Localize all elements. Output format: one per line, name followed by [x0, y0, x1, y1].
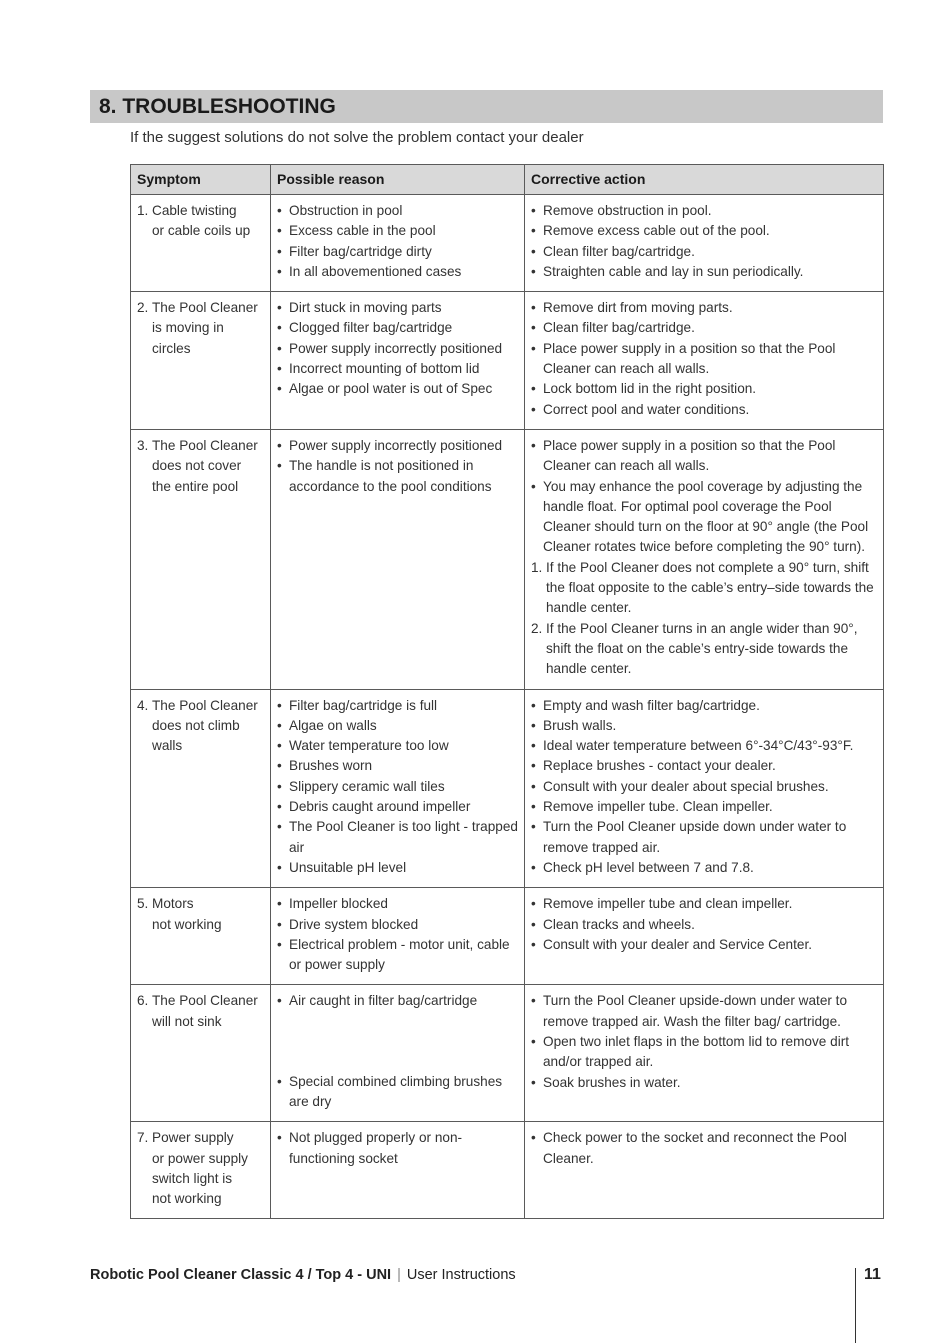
bullet-icon: • [277, 437, 282, 453]
reason-text: Filter bag/cartridge is full [289, 697, 438, 713]
bullet-icon: • [277, 758, 282, 774]
bullet-icon: • [531, 401, 536, 417]
action-text: Check pH level between 7 and 7.8. [543, 859, 754, 875]
bullet-icon: • [531, 758, 536, 774]
bullet-icon: • [277, 458, 282, 474]
reason-cell [271, 1122, 525, 1219]
bullet-icon: • [531, 300, 536, 316]
symptom [137, 894, 265, 935]
action-cell [525, 429, 884, 689]
action-item [531, 477, 878, 558]
symptom-cell [131, 195, 271, 292]
action-text: Lock bottom lid in the right position. [543, 381, 757, 397]
symptom-text: Cable twisting or cable coils up [152, 203, 251, 239]
action-item [531, 1073, 878, 1093]
bullet-icon: • [277, 738, 282, 754]
reason-text: Excess cable in the pool [289, 223, 436, 239]
reason-text: Algae on walls [289, 717, 377, 733]
reason-text: Water temperature too low [289, 738, 449, 754]
reason-cell [271, 689, 525, 888]
action-text: Clean filter bag/cartridge. [543, 243, 695, 259]
reason-text: In all abovementioned cases [289, 263, 462, 279]
bullet-icon: • [531, 263, 536, 279]
action-item [531, 400, 878, 420]
reason-item [277, 756, 519, 776]
action-text: Soak brushes in water. [543, 1074, 681, 1090]
footer-title [90, 1265, 516, 1285]
bullet-icon: • [531, 799, 536, 815]
symptom [137, 696, 265, 757]
table-row [131, 985, 884, 1122]
action-text: Replace brushes - contact your dealer. [543, 758, 776, 774]
action-cell [525, 1122, 884, 1219]
symptom-number: 5. [137, 896, 149, 912]
table-row [131, 292, 884, 430]
symptom-number: 7. [137, 1130, 149, 1146]
action-item [531, 619, 878, 680]
action-item [531, 991, 878, 1032]
symptom-text: The Pool Cleaner is moving in circles [152, 300, 258, 356]
bullet-icon: • [277, 203, 282, 218]
symptom-text: Motors not working [152, 896, 222, 932]
action-text: Open two inlet flaps in the bottom lid to remove dirt and/or trapped air. [543, 1033, 850, 1070]
bullet-icon: • [277, 896, 282, 912]
symptom-cell [131, 689, 271, 888]
action-text: Straighten cable and lay in sun periodically. [543, 263, 804, 279]
action-item [531, 817, 878, 858]
reason-item [277, 797, 519, 817]
action-item [531, 935, 878, 955]
symptom-text: Power supply or power supply switch light is not working [152, 1130, 248, 1207]
reason-item [277, 359, 519, 379]
bullet-icon: • [277, 243, 282, 259]
reason-cell [271, 292, 525, 430]
footer-divider [855, 1268, 856, 1343]
reason-item [277, 1072, 519, 1113]
bullet-icon: • [277, 1073, 282, 1089]
action-text: You may enhance the pool coverage by adjusting the handle float. For optimal pool coverage the Pool Cleaner should turn on the floor at 90° angle (the Pool Cleaner rotates twice before completing the 90° turn). [543, 478, 869, 555]
symptom [137, 298, 265, 359]
action-text: If the Pool Cleaner does not complete a 90° turn, shift the float opposite to the cable’s entry–side towards the handle center. [546, 559, 874, 616]
bullet-icon: • [277, 916, 282, 932]
bullet-icon: • [277, 263, 282, 279]
symptom-text: The Pool Cleaner does not cover the entire pool [152, 437, 258, 494]
action-item [531, 1128, 878, 1169]
action-text: Empty and wash filter bag/cartridge. [543, 697, 760, 713]
reason-item [277, 1128, 519, 1169]
header-possible-reason: Possible reason [271, 165, 525, 195]
table-row [131, 1122, 884, 1219]
action-text: Remove dirt from moving parts. [543, 300, 733, 316]
reason-text: Brushes worn [289, 758, 373, 774]
action-item [531, 736, 878, 756]
action-text: Turn the Pool Cleaner upside down under water to remove trapped air. [543, 819, 847, 855]
bullet-icon: • [531, 859, 536, 875]
reason-item [277, 858, 519, 878]
bullet-icon: • [277, 340, 282, 356]
action-cell [525, 888, 884, 985]
bullet-icon: • [277, 1130, 282, 1146]
table-row [131, 689, 884, 888]
action-item [531, 379, 878, 399]
bullet-icon: • [531, 778, 536, 794]
bullet-icon: • [531, 896, 536, 912]
step-number: 2. [531, 620, 543, 636]
action-item [531, 339, 878, 380]
bullet-icon: • [531, 320, 536, 336]
bullet-icon: • [531, 1033, 536, 1049]
action-cell [525, 689, 884, 888]
header-corrective-action: Corrective action [525, 165, 884, 195]
header-symptom: Symptom [131, 165, 271, 195]
bullet-icon: • [531, 916, 536, 932]
reason-item [277, 716, 519, 736]
action-text: Remove obstruction in pool. [543, 203, 712, 218]
bullet-icon: • [277, 361, 282, 377]
reason-item [277, 436, 519, 456]
reason-text: Impeller blocked [289, 896, 388, 912]
reason-text: Obstruction in pool [289, 203, 403, 218]
symptom-cell [131, 888, 271, 985]
reason-text: Electrical problem - motor unit, cable or power supply [289, 936, 510, 973]
reason-item [277, 777, 519, 797]
reason-item [277, 991, 519, 1011]
bullet-icon: • [531, 993, 536, 1009]
reason-text: Incorrect mounting of bottom lid [289, 361, 480, 377]
section-intro: If the suggest solutions do not solve the problem contact your dealer [130, 129, 584, 146]
reason-item [277, 298, 519, 318]
reason-item [277, 894, 519, 914]
reason-item [277, 696, 519, 716]
action-item [531, 436, 878, 477]
reason-item [277, 736, 519, 756]
symptom [137, 991, 265, 1032]
bullet-icon: • [531, 819, 536, 835]
action-item [531, 915, 878, 935]
action-cell [525, 195, 884, 292]
troubleshooting-table [130, 164, 884, 1219]
reason-item [277, 339, 519, 359]
symptom [137, 201, 265, 242]
symptom-number: 2. [137, 300, 149, 316]
bullet-icon: • [531, 717, 536, 733]
action-cell [525, 292, 884, 430]
action-text: Consult with your dealer and Service Center. [543, 936, 812, 952]
action-item [531, 558, 878, 619]
bullet-icon: • [531, 340, 536, 356]
bullet-icon: • [531, 478, 536, 494]
reason-cell [271, 195, 525, 292]
bullet-icon: • [531, 437, 536, 453]
action-item [531, 756, 878, 776]
page-number: 11 [864, 1266, 881, 1283]
reason-item [277, 318, 519, 338]
symptom-text: The Pool Cleaner will not sink [152, 993, 258, 1029]
reason-text: Unsuitable pH level [289, 859, 407, 875]
reason-item [277, 221, 519, 241]
bullet-icon: • [277, 778, 282, 794]
reason-text: Not plugged properly or non-functioning socket [289, 1130, 463, 1166]
section-title: 8. TROUBLESHOOTING [90, 90, 883, 123]
bullet-icon: • [277, 819, 282, 835]
action-item [531, 201, 878, 221]
action-text: If the Pool Cleaner turns in an angle wider than 90°, shift the float on the cable’s entry-side towards the handle center. [546, 620, 858, 677]
step-number: 1. [531, 559, 543, 575]
action-item [531, 696, 878, 716]
symptom [137, 1128, 265, 1209]
bullet-icon: • [277, 223, 282, 239]
reason-text: Power supply incorrectly positioned [289, 340, 503, 356]
reason-text: The Pool Cleaner is too light - trapped air [289, 819, 518, 855]
action-item [531, 777, 878, 797]
action-item [531, 797, 878, 817]
reason-cell [271, 888, 525, 985]
bullet-icon: • [531, 697, 536, 713]
table-row [131, 195, 884, 292]
symptom-number: 6. [137, 993, 149, 1009]
symptom [137, 436, 265, 497]
bullet-icon: • [531, 243, 536, 259]
action-text: Consult with your dealer about special brushes. [543, 778, 829, 794]
bullet-icon: • [277, 381, 282, 397]
action-text: Place power supply in a position so that the Pool Cleaner can reach all walls. [543, 437, 836, 474]
table-row [131, 888, 884, 985]
symptom-cell [131, 292, 271, 430]
bullet-icon: • [277, 300, 282, 316]
action-text: Ideal water temperature between 6°-34°C/43°-93°F. [543, 738, 854, 754]
bullet-icon: • [531, 203, 536, 218]
bullet-icon: • [277, 320, 282, 336]
symptom-number: 4. [137, 697, 149, 713]
reason-text: Algae or pool water is out of Spec [289, 381, 493, 397]
bullet-icon: • [531, 381, 536, 397]
action-text: Place power supply in a position so that the Pool Cleaner can reach all walls. [543, 340, 836, 377]
action-text: Turn the Pool Cleaner upside-down under water to remove trapped air. Wash the filter bag/ cartridge. [543, 993, 848, 1029]
action-text: Remove excess cable out of the pool. [543, 223, 770, 239]
reason-item [277, 915, 519, 935]
action-text: Brush walls. [543, 717, 617, 733]
action-text: Correct pool and water conditions. [543, 401, 750, 417]
bullet-icon: • [277, 993, 282, 1009]
action-item [531, 262, 878, 282]
symptom-cell [131, 429, 271, 689]
reason-item [277, 817, 519, 858]
reason-item [277, 201, 519, 221]
symptom-number: 1. [137, 203, 149, 218]
reason-text: Power supply incorrectly positioned [289, 437, 503, 453]
bullet-icon: • [277, 697, 282, 713]
reason-text: Slippery ceramic wall tiles [289, 778, 445, 794]
table-header-row [131, 165, 884, 195]
reason-cell [271, 985, 525, 1122]
reason-text: Filter bag/cartridge dirty [289, 243, 432, 259]
reason-text: Special combined climbing brushes are dry [289, 1073, 503, 1109]
action-item [531, 716, 878, 736]
symptom-text: The Pool Cleaner does not climb walls [152, 697, 258, 754]
reason-item [277, 242, 519, 262]
bullet-icon: • [277, 799, 282, 815]
reason-text: Debris caught around impeller [289, 799, 471, 815]
footer-product: Robotic Pool Cleaner Classic 4 / Top 4 - UNI [90, 1267, 392, 1283]
action-item [531, 894, 878, 914]
reason-item [277, 935, 519, 976]
action-item [531, 242, 878, 262]
symptom-cell [131, 1122, 271, 1219]
bullet-icon: • [531, 1130, 536, 1146]
bullet-icon: • [531, 738, 536, 754]
bullet-icon: • [277, 859, 282, 875]
reason-text: Air caught in filter bag/cartridge [289, 993, 478, 1009]
reason-cell [271, 429, 525, 689]
reason-text: The handle is not positioned in accordance to the pool conditions [289, 458, 492, 494]
reason-text: Drive system blocked [289, 916, 419, 932]
action-item [531, 858, 878, 878]
action-text: Remove impeller tube. Clean impeller. [543, 799, 773, 815]
action-text: Clean filter bag/cartridge. [543, 320, 695, 336]
action-item [531, 318, 878, 338]
reason-text: Dirt stuck in moving parts [289, 300, 442, 316]
footer-doc: User Instructions [406, 1267, 516, 1283]
symptom-number: 3. [137, 437, 149, 453]
reason-item [277, 262, 519, 282]
action-text: Clean tracks and wheels. [543, 916, 695, 932]
bullet-icon: • [531, 1074, 536, 1090]
action-text: Check power to the socket and reconnect the Pool Cleaner. [543, 1130, 847, 1166]
action-item [531, 298, 878, 318]
symptom-cell [131, 985, 271, 1122]
action-item [531, 221, 878, 241]
footer-separator: | [397, 1267, 401, 1283]
action-cell [525, 985, 884, 1122]
table-row [131, 429, 884, 689]
bullet-icon: • [531, 936, 536, 952]
action-text: Remove impeller tube and clean impeller. [543, 896, 793, 912]
bullet-icon: • [277, 717, 282, 733]
action-item [531, 1032, 878, 1073]
reason-item [277, 456, 519, 497]
bullet-icon: • [531, 223, 536, 239]
bullet-icon: • [277, 936, 282, 952]
reason-item [277, 379, 519, 399]
reason-text: Clogged filter bag/cartridge [289, 320, 453, 336]
